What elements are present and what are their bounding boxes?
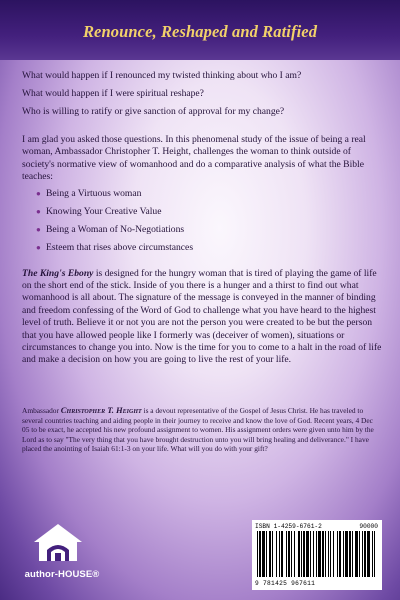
bullet-list: [22, 188, 382, 254]
question-2: What would happen if I were spiritual reshape?: [22, 88, 204, 99]
isbn-label: ISBN 1-4259-6761-2: [255, 523, 322, 530]
bio-prefix: Ambassador: [22, 406, 61, 415]
house-icon: [30, 520, 86, 564]
author-bio: [22, 406, 382, 454]
barcode-number: 9 781425 967611: [255, 580, 316, 587]
body-paragraph: [22, 268, 382, 367]
bio-text: is a devout representative of the Gospel of Jesus Christ. He has traveled to several countries teaching and aiding people in their journey to receive and know the love of God. Recent years, 4 Dec 05 to be exact, he accepted his new profound assignment to women. His assignment orders were given unto him by the Lord as to say "The very thing that you have brought destruction unto you will bring healing and deliverance." I have placed the anointing of Isaiah 61:1-3 on your life. What will you do with your gift?: [22, 406, 374, 454]
body-text: is designed for the hungry woman that is tired of playing the game of life on the short end of the stick. Inside of you there is a hunger and a thirst to find out what womanhood is all about. The signature of the message is conveyed in the manner of binding and freedom confessing of the Word of God to challenge what you have heard to the highest level of truth. Believe it or not you are not the person you were created to be but the person that you have allowed people like I formerly was (deceiver of women), situations or circumstances to change you into. Now is the time for you to come to a halt in the road of life and make a decision on how you are going to live the rest of your life.: [22, 267, 382, 366]
barcode-bars-icon: [255, 531, 379, 579]
bullet-item: [36, 224, 382, 236]
page-title: Renounce, Reshaped and Ratified: [82, 22, 318, 41]
bullet-icon: ●: [36, 242, 41, 252]
price-code: 90000: [359, 523, 378, 530]
bullet-icon: ●: [36, 188, 41, 198]
bullet-item: [36, 242, 382, 254]
publisher-name: author-HOUSE®: [24, 569, 100, 580]
bullet-item: [36, 206, 382, 218]
bullet-text: Esteem that rises above circumstances: [46, 241, 194, 253]
bullet-text: Knowing Your Creative Value: [46, 205, 162, 217]
author-name: Christopher T. Height: [60, 405, 142, 415]
bullet-icon: ●: [36, 224, 41, 234]
bullet-icon: ●: [36, 206, 41, 216]
book-title: The King's Ebony: [22, 267, 94, 279]
question-3: Who is willing to ratify or give sanction of approval for my change?: [22, 106, 285, 117]
barcode: [252, 520, 382, 590]
main-content: [22, 70, 382, 367]
question-1: What would happen if I renounced my twisted thinking about who I am?: [22, 70, 302, 81]
intro-paragraph: I am glad you asked those questions. In this phenomenal study of the issue of being a real woman, Ambassador Christopher T. Height, challenges the woman to think outside of society's normative view of womanhood and do a comparative analysis of what the Bible teaches:: [22, 134, 366, 183]
bullet-text: Being a Virtuous woman: [46, 187, 142, 199]
bullet-item: [36, 188, 382, 200]
bullet-text: Being a Woman of No-Negotiations: [46, 223, 185, 235]
publisher-logo: [22, 520, 102, 590]
